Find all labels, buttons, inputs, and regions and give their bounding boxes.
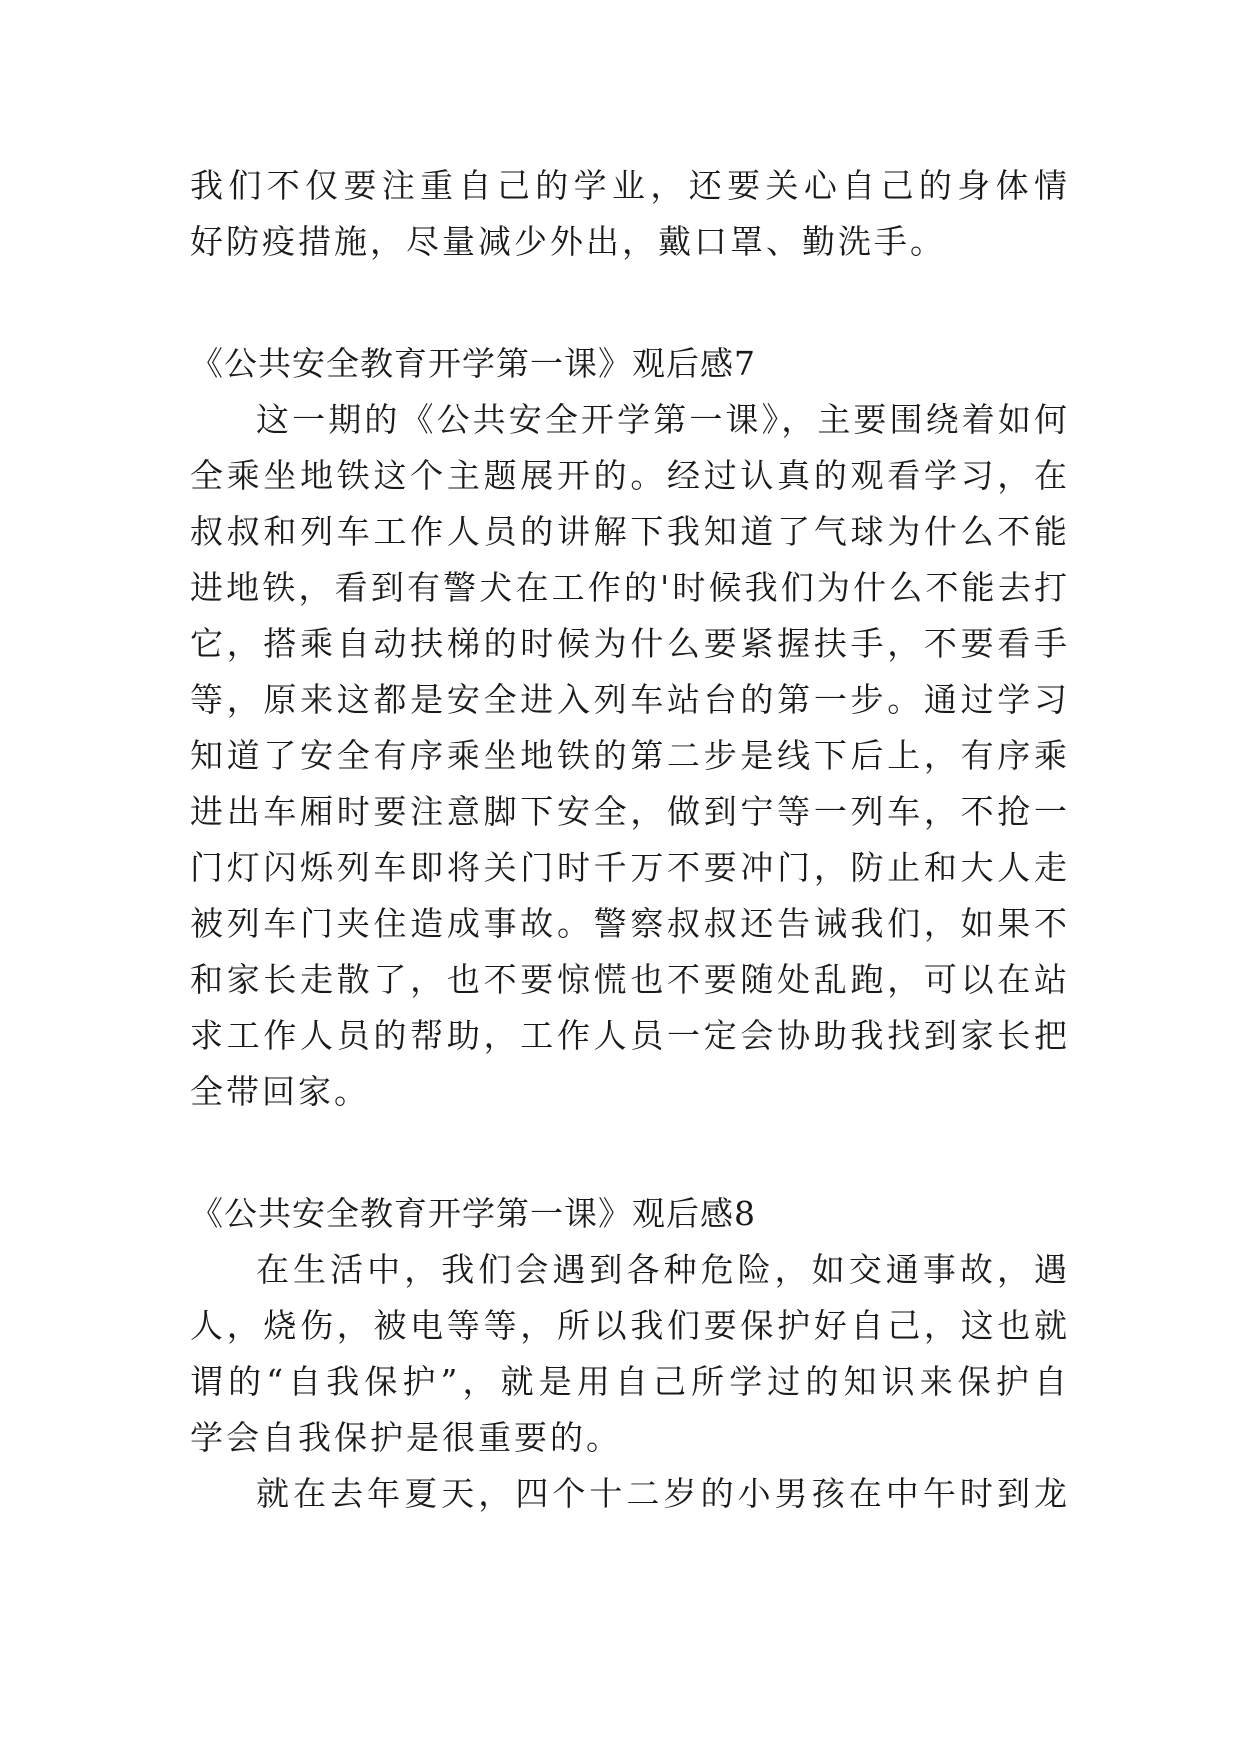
paragraph-line: 等，原来这都是安全进入列车站台的第一步。通过学习 [190,680,1070,719]
section-heading: 《公共安全教育开学第一课》观后感7 [190,344,756,383]
paragraph-line: 被列车门夹住造成事故。警察叔叔还告诫我们，如果不 [190,904,1070,943]
paragraph-line: 全乘坐地铁这个主题展开的。经过认真的观看学习，在 [190,456,1070,495]
paragraph-line: 学会自我保护是很重要的。 [190,1418,622,1457]
paragraph-line: 在生活中，我们会遇到各种危险，如交通事故，遇 [256,1250,1070,1289]
paragraph-line: 它，搭乘自动扶梯的时候为什么要紧握扶手，不要看手 [190,624,1070,663]
paragraph-line: 叔叔和列车工作人员的讲解下我知道了气球为什么不能 [190,512,1070,551]
paragraph-line: 好防疫措施，尽量减少外出，戴口罩、勤洗手。 [190,222,946,261]
section-heading: 《公共安全教育开学第一课》观后感8 [190,1194,756,1233]
paragraph-line: 进出车厢时要注意脚下安全，做到宁等一列车，不抢一 [190,792,1070,831]
paragraph-line: 门灯闪烁列车即将关门时千万不要冲门，防止和大人走 [190,848,1070,887]
paragraph-line: 这一期的《公共安全开学第一课》，主要围绕着如何 [256,400,1070,439]
paragraph-line: 知道了安全有序乘坐地铁的第二步是线下后上，有序乘 [190,736,1070,775]
paragraph-line: 全带回家。 [190,1072,370,1111]
paragraph-line: 就在去年夏天，四个十二岁的小男孩在中午时到龙 [256,1474,1070,1513]
paragraph-line: 人，烧伤，被电等等，所以我们要保护好自己，这也就 [190,1306,1070,1345]
paragraph-line: 和家长走散了，也不要惊慌也不要随处乱跑，可以在站 [190,960,1070,999]
paragraph-line: 求工作人员的帮助，工作人员一定会协助我找到家长把 [190,1016,1070,1055]
paragraph-line: 谓的“自我保护”，就是用自己所学过的知识来保护自 [190,1362,1070,1401]
paragraph-line: 进地铁，看到有警犬在工作的'时候我们为什么不能去打 [190,568,1070,607]
paragraph-line: 我们不仅要注重自己的学业，还要关心自己的身体情 [190,166,1070,205]
